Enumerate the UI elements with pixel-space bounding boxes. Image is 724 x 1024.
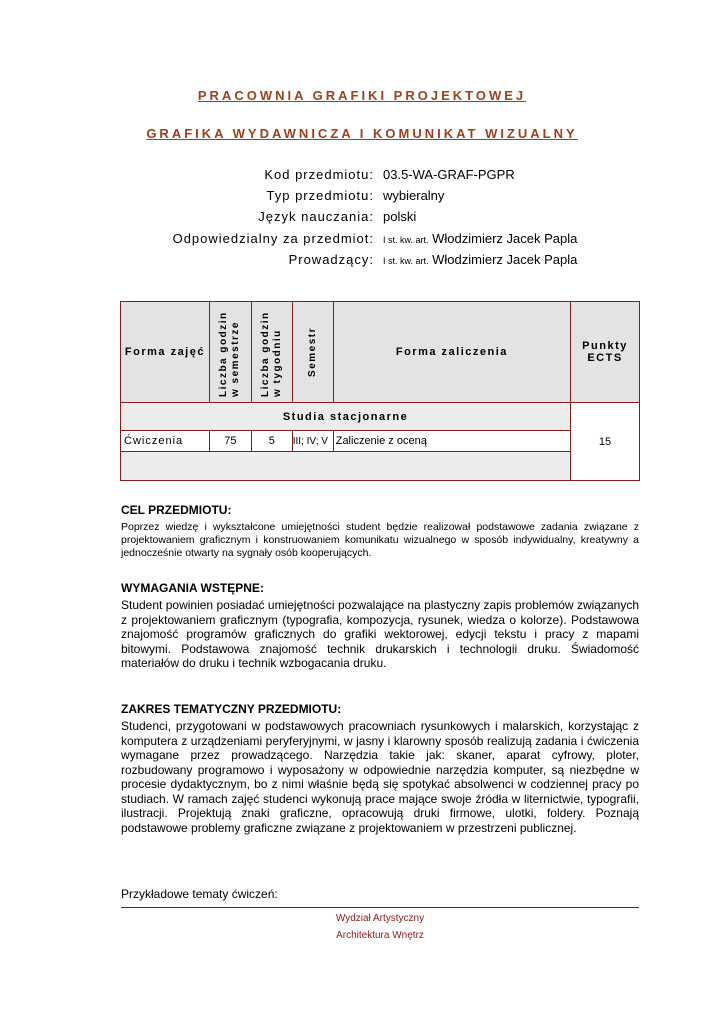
course-title: GRAFIKA WYDAWNICZA I KOMUNIKAT WIZUALNY <box>146 126 578 141</box>
language-label: Język nauczania: <box>258 209 374 224</box>
course-code-label: Kod przedmiotu: <box>264 167 374 182</box>
header-semester: Semestr <box>292 302 333 403</box>
empty-row <box>121 452 571 481</box>
study-mode-row: Studia stacjonarne <box>121 403 571 431</box>
row-weekly-hours: 5 <box>251 431 292 452</box>
header-weekly-hours: Liczba godzin w tygodniu <box>251 302 292 403</box>
language-value: polski <box>383 209 417 224</box>
course-objective-text: Poprzez wiedzę i wykształcone umiejętności student będzie realizował podstawowe zadania związane z projektowaniem graficznym i konstruowaniem komunikatu wizualnego w sposób indywidualny, kreatywny a jednocześnie otwarty na sygnały osób kooperujących. <box>121 521 639 559</box>
row-semester-hours: 75 <box>209 431 251 452</box>
footer-faculty: Wydział Artystyczny <box>335 913 425 924</box>
footer-department: Architektura Wnętrz <box>336 930 424 941</box>
instructor-label: Prowadzący: <box>288 252 374 267</box>
ects-table <box>120 301 640 481</box>
responsible-value <box>383 231 577 246</box>
course-group-title: PRACOWNIA GRAFIKI PROJEKTOWEJ <box>197 88 527 103</box>
row-semester: III; IV; V <box>292 431 333 452</box>
prerequisites-text: Student powinien posiadać umiejętności pozwalające na plastyczny zapis problemów związanych z projektowaniem graficznym (typografia, kompozycja, rysunek, wiedza o kolorze). Podstawowa znajomość programów graficznych do grafiki wektorowej, edycji tekstu i pracy z mapami bitowymi. Podstawowa znajomość technik drukarskich i technologii druku. Świadomość materiałów do druku i technik wzbogacania druku. <box>121 598 639 670</box>
topics-heading: ZAKRES TEMATYCZNY PRZEDMIOTU: <box>121 702 342 716</box>
course-objective-section <box>121 503 639 560</box>
prerequisites-section <box>121 581 639 671</box>
instructor-prefix: I st. kw. art. <box>383 256 429 266</box>
course-objective-heading: CEL PRZEDMIOTU: <box>121 503 232 517</box>
instructor-value <box>383 252 577 267</box>
responsible-prefix: I st. kw. art. <box>383 235 429 245</box>
course-type-value: wybieralny <box>383 188 445 203</box>
ects-value: 15 <box>571 403 640 481</box>
example-topics-label: Przykładowe tematy ćwiczeń: <box>121 887 278 901</box>
responsible-label: Odpowiedzialny za przedmiot: <box>172 231 374 246</box>
topics-text: Studenci, przygotowani w podstawowych pracowniach rysunkowych i malarskich, korzystając z komputera z urządzeniami peryferyjnymi, w jasny i klarowny sposób realizują zadania i ćwiczenia wymagane przez prowadzącego. Narzędzia takie jak: skaner, aparat cyfrowy, ploter, rozbudowany programowo i wyposażony w odpowiednie narzędzia komputer, są niezbędne w procesie dydaktycznym, bo z nimi właśnie będą się spotykać absolwenci w codziennej pracy po studiach. W ramach zajęć studenci wykonują prace mające swoje źródła w liternictwie, typografii, ilustracji. Projektują znaki graficzne, opracowują druki firmowe, ulotki, foldery. Poznają podstawowe problemy graficzne związane z projektowaniem w przestrzeni publicznej. <box>121 719 639 835</box>
course-code-value: 03.5-WA-GRAF-PGPR <box>383 167 515 182</box>
prerequisites-heading: WYMAGANIA WSTĘPNE: <box>121 581 264 595</box>
responsible-name: Włodzimierz Jacek Papla <box>432 231 578 246</box>
header-ects: Punkty ECTS <box>571 302 640 403</box>
row-class-form: Ćwiczenia <box>121 431 210 452</box>
footer-divider <box>121 907 639 908</box>
row-assessment: Zaliczenie z oceną <box>333 431 570 452</box>
course-type-label: Typ przedmiotu: <box>266 188 374 203</box>
header-semester-hours: Liczba godzin w semestrze <box>209 302 251 403</box>
topics-section <box>121 702 639 835</box>
instructor-name: Włodzimierz Jacek Papla <box>432 252 578 267</box>
header-class-form: Forma zajęć <box>121 302 210 403</box>
header-assessment: Forma zaliczenia <box>333 302 570 403</box>
